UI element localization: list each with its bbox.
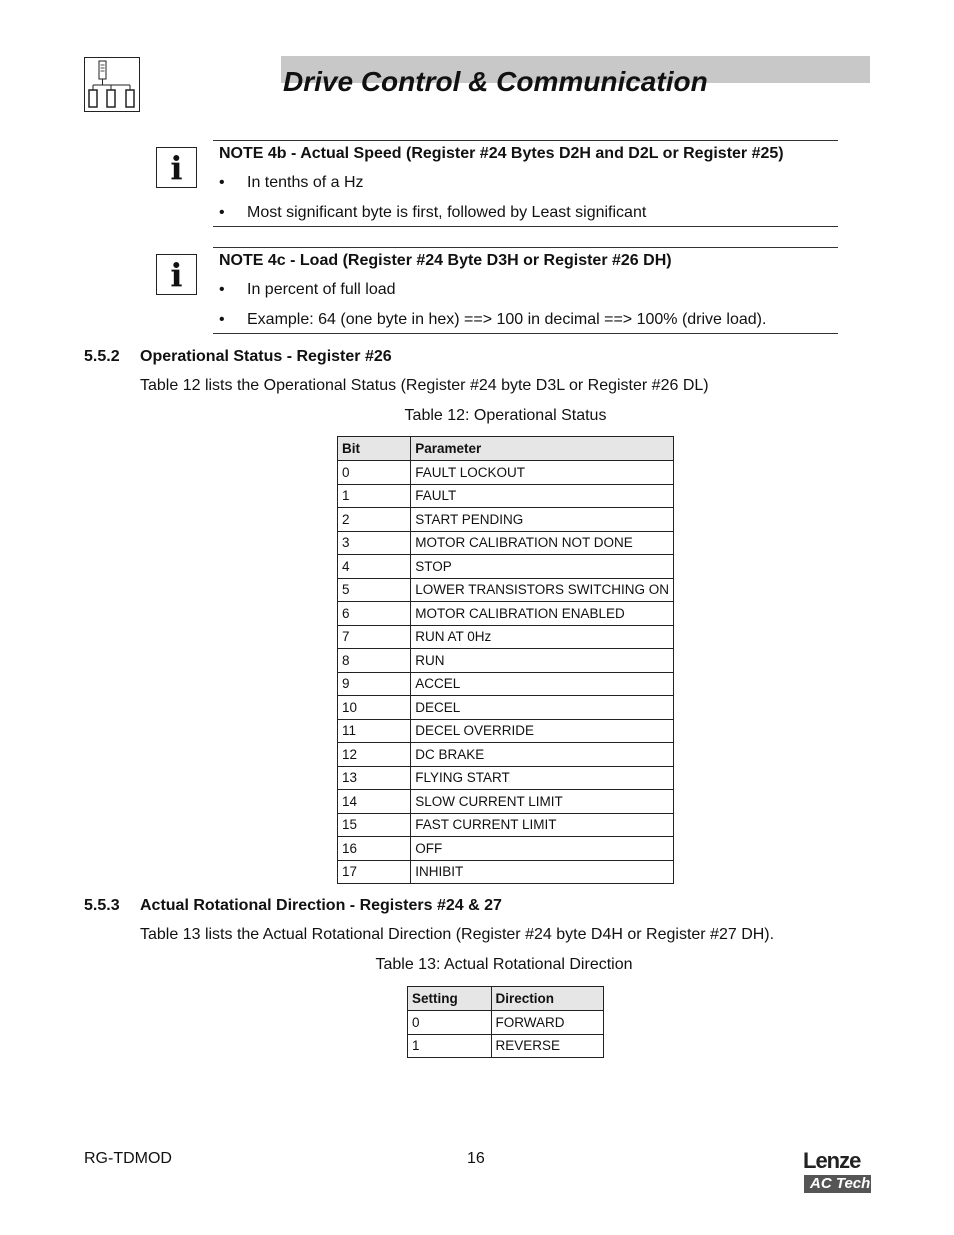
cell-key: 0 [408, 1011, 492, 1035]
note-title: NOTE 4b - Actual Speed (Register #24 Bytes D2H and D2L or Register #25) [219, 145, 784, 162]
cell-key: 8 [338, 649, 411, 673]
cell-value: ACCEL [411, 672, 674, 696]
table-row [338, 860, 674, 884]
cell-value: OFF [411, 837, 674, 861]
cell-value: FLYING START [411, 766, 674, 790]
document-id: RG-TDMOD [84, 1150, 172, 1167]
cell-key: 3 [338, 531, 411, 555]
cell-key: 5 [338, 578, 411, 602]
table-header-row [338, 437, 674, 461]
cell-value: MOTOR CALIBRATION NOT DONE [411, 531, 674, 555]
cell-value: RUN [411, 649, 674, 673]
section-number: 5.5.3 [84, 897, 120, 914]
table-row [338, 743, 674, 767]
cell-key: 10 [338, 696, 411, 720]
cell-value: DC BRAKE [411, 743, 674, 767]
note-bullet: • Example: 64 (one byte in hex) ==> 100 in decimal ==> 100% (drive load). [219, 311, 767, 328]
note-bullet: • Most significant byte is first, followed by Least significant [219, 204, 647, 221]
table-row [338, 649, 674, 673]
table-row [338, 555, 674, 579]
note-bullet-text: In tenths of a Hz [247, 174, 364, 191]
table-row [338, 602, 674, 626]
note-bullet: • In tenths of a Hz [219, 174, 364, 191]
note-bullet-text: In percent of full load [247, 281, 396, 298]
table-row [338, 672, 674, 696]
cell-value: MOTOR CALIBRATION ENABLED [411, 602, 674, 626]
cell-value: SLOW CURRENT LIMIT [411, 790, 674, 814]
cell-value: REVERSE [491, 1034, 603, 1058]
table-header-row [408, 987, 604, 1011]
table-row [338, 790, 674, 814]
cell-value: STOP [411, 555, 674, 579]
cell-key: 15 [338, 813, 411, 837]
cell-value: FAULT LOCKOUT [411, 461, 674, 485]
cell-key: 16 [338, 837, 411, 861]
cell-value: START PENDING [411, 508, 674, 532]
cell-key: 12 [338, 743, 411, 767]
cell-value: DECEL [411, 696, 674, 720]
table-row [408, 1011, 604, 1035]
table-row [338, 696, 674, 720]
table-row [338, 578, 674, 602]
cell-key: 7 [338, 625, 411, 649]
table-row [338, 766, 674, 790]
cell-value: FAULT [411, 484, 674, 508]
cell-key: 1 [408, 1034, 492, 1058]
table-row [338, 484, 674, 508]
rotational-direction-table [407, 986, 604, 1058]
note-bullet: • In percent of full load [219, 281, 396, 298]
table-row [338, 461, 674, 485]
note-top-rule [213, 247, 838, 248]
section-paragraph: Table 12 lists the Operational Status (Register #24 byte D3L or Register #26 DL) [140, 377, 709, 394]
info-icon: i [156, 254, 197, 295]
cell-value: RUN AT 0Hz [411, 625, 674, 649]
drive-network-icon [84, 57, 140, 112]
brand-name: Lenze [803, 1148, 861, 1173]
note-title: NOTE 4c - Load (Register #24 Byte D3H or Register #26 DH) [219, 252, 672, 269]
section-number: 5.5.2 [84, 348, 120, 365]
table-row [338, 625, 674, 649]
cell-value: DECEL OVERRIDE [411, 719, 674, 743]
cell-value: INHIBIT [411, 860, 674, 884]
section-paragraph: Table 13 lists the Actual Rotational Direction (Register #24 byte D4H or Register #27 DH). [140, 926, 775, 943]
cell-key: 11 [338, 719, 411, 743]
cell-key: 6 [338, 602, 411, 626]
cell-key: 1 [338, 484, 411, 508]
note-bottom-rule [213, 333, 838, 334]
table-row [338, 719, 674, 743]
cell-value: FAST CURRENT LIMIT [411, 813, 674, 837]
table-row [338, 813, 674, 837]
table-row [408, 1034, 604, 1058]
cell-key: 14 [338, 790, 411, 814]
info-icon: i [156, 147, 197, 188]
operational-status-table [337, 436, 674, 884]
page-number: 16 [467, 1150, 485, 1167]
column-header: Setting [408, 987, 492, 1011]
section-title: Actual Rotational Direction - Registers #24 & 27 [140, 897, 502, 914]
table-caption: Table 13: Actual Rotational Direction [375, 956, 633, 973]
column-header: Parameter [411, 437, 674, 461]
note-bullet-text: Most significant byte is first, followed by Least significant [247, 204, 647, 221]
cell-value: FORWARD [491, 1011, 603, 1035]
section-title: Operational Status - Register #26 [140, 348, 392, 365]
sub-brand-name: AC Tech [810, 1175, 871, 1192]
table-caption: Table 12: Operational Status [404, 407, 607, 424]
note-top-rule [213, 140, 838, 141]
cell-key: 17 [338, 860, 411, 884]
table-row [338, 508, 674, 532]
cell-key: 13 [338, 766, 411, 790]
cell-key: 4 [338, 555, 411, 579]
cell-key: 0 [338, 461, 411, 485]
note-bottom-rule [213, 226, 838, 227]
lenze-ac-tech-logo [803, 1148, 871, 1194]
page-title: Drive Control & Communication [283, 66, 708, 97]
column-header: Direction [491, 987, 603, 1011]
cell-key: 2 [338, 508, 411, 532]
column-header: Bit [338, 437, 411, 461]
table-row [338, 531, 674, 555]
cell-value: LOWER TRANSISTORS SWITCHING ON [411, 578, 674, 602]
note-bullet-text: Example: 64 (one byte in hex) ==> 100 in decimal ==> 100% (drive load). [247, 311, 767, 328]
table-row [338, 837, 674, 861]
cell-key: 9 [338, 672, 411, 696]
